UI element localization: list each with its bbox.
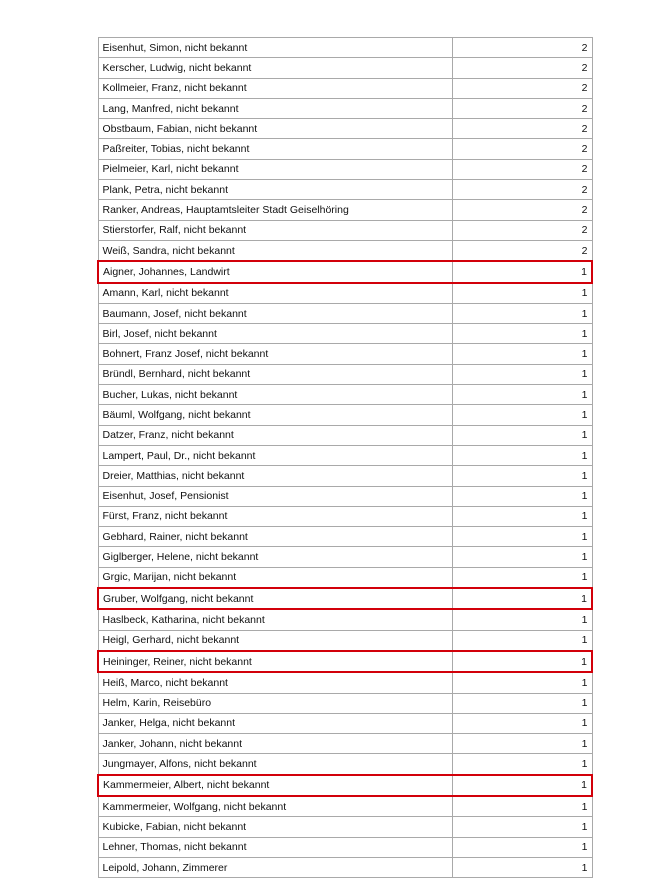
person-name-cell: Bucher, Lukas, nicht bekannt (98, 385, 452, 405)
table-row (98, 837, 592, 857)
person-name-cell: Pielmeier, Karl, nicht bekannt (98, 159, 452, 179)
person-name-cell: Weiß, Sandra, nicht bekannt (98, 240, 452, 261)
table-row (98, 180, 592, 200)
count-cell: 1 (452, 324, 592, 344)
count-cell: 1 (452, 672, 592, 693)
count-cell: 2 (452, 180, 592, 200)
person-name-cell: Kammermeier, Wolfgang, nicht bekannt (98, 796, 452, 817)
person-name-cell: Bründl, Bernhard, nicht bekannt (98, 364, 452, 384)
table-row (98, 240, 592, 261)
person-name-cell: Plank, Petra, nicht bekannt (98, 180, 452, 200)
table-row (98, 466, 592, 486)
person-name-cell: Aigner, Johannes, Landwirt (98, 261, 452, 282)
table-row-highlighted (98, 261, 592, 282)
count-cell: 1 (452, 630, 592, 651)
table-row (98, 693, 592, 713)
count-cell: 1 (452, 796, 592, 817)
table-row-highlighted (98, 651, 592, 672)
count-cell: 1 (452, 527, 592, 547)
count-cell: 1 (452, 837, 592, 857)
count-cell: 1 (452, 693, 592, 713)
count-cell: 1 (452, 857, 592, 877)
table-row (98, 159, 592, 179)
person-name-cell: Kubicke, Fabian, nicht bekannt (98, 817, 452, 837)
person-name-cell: Leipold, Johann, Zimmerer (98, 857, 452, 877)
count-cell: 1 (452, 754, 592, 775)
count-cell: 1 (452, 713, 592, 733)
count-cell: 1 (452, 364, 592, 384)
table-row (98, 609, 592, 630)
count-cell: 1 (452, 385, 592, 405)
person-name-cell: Heigl, Gerhard, nicht bekannt (98, 630, 452, 651)
person-name-cell: Stierstorfer, Ralf, nicht bekannt (98, 220, 452, 240)
person-name-cell: Gruber, Wolfgang, nicht bekannt (98, 588, 452, 609)
table-row (98, 527, 592, 547)
person-name-cell: Birl, Josef, nicht bekannt (98, 324, 452, 344)
table-row (98, 857, 592, 877)
person-name-cell: Kerscher, Ludwig, nicht bekannt (98, 58, 452, 78)
count-cell: 2 (452, 220, 592, 240)
person-name-cell: Kammermeier, Albert, nicht bekannt (98, 775, 452, 796)
person-name-cell: Eisenhut, Josef, Pensionist (98, 486, 452, 506)
count-cell: 2 (452, 58, 592, 78)
person-name-cell: Heininger, Reiner, nicht bekannt (98, 651, 452, 672)
person-name-cell: Paßreiter, Tobias, nicht bekannt (98, 139, 452, 159)
name-count-table (97, 37, 593, 878)
person-name-cell: Jungmayer, Alfons, nicht bekannt (98, 754, 452, 775)
table-row (98, 547, 592, 567)
count-cell: 1 (452, 466, 592, 486)
count-cell: 2 (452, 240, 592, 261)
person-name-cell: Janker, Helga, nicht bekannt (98, 713, 452, 733)
person-name-cell: Lang, Manfred, nicht bekannt (98, 98, 452, 118)
person-name-cell: Lampert, Paul, Dr., nicht bekannt (98, 445, 452, 465)
count-cell: 1 (452, 734, 592, 754)
count-cell: 2 (452, 159, 592, 179)
count-cell: 1 (452, 567, 592, 588)
table-row (98, 713, 592, 733)
count-cell: 1 (452, 817, 592, 837)
table-row (98, 796, 592, 817)
person-name-cell: Kollmeier, Franz, nicht bekannt (98, 78, 452, 98)
count-cell: 1 (452, 588, 592, 609)
table-row (98, 78, 592, 98)
table-row (98, 385, 592, 405)
person-name-cell: Janker, Johann, nicht bekannt (98, 734, 452, 754)
count-cell: 2 (452, 78, 592, 98)
table-row (98, 344, 592, 364)
table-row (98, 139, 592, 159)
table-body (98, 38, 592, 878)
person-name-cell: Bäuml, Wolfgang, nicht bekannt (98, 405, 452, 425)
person-name-cell: Haslbeck, Katharina, nicht bekannt (98, 609, 452, 630)
count-cell: 1 (452, 425, 592, 445)
person-name-cell: Grgic, Marijan, nicht bekannt (98, 567, 452, 588)
count-cell: 2 (452, 38, 592, 58)
count-cell: 2 (452, 139, 592, 159)
person-name-cell: Bohnert, Franz Josef, nicht bekannt (98, 344, 452, 364)
table-row (98, 817, 592, 837)
person-name-cell: Helm, Karin, Reisebüro (98, 693, 452, 713)
count-cell: 1 (452, 303, 592, 323)
count-cell: 1 (452, 775, 592, 796)
person-name-cell: Fürst, Franz, nicht bekannt (98, 506, 452, 526)
person-name-cell: Lehner, Thomas, nicht bekannt (98, 837, 452, 857)
table-row-highlighted (98, 588, 592, 609)
table-row (98, 425, 592, 445)
table-row (98, 445, 592, 465)
table-row (98, 754, 592, 775)
table-row (98, 283, 592, 304)
count-cell: 1 (452, 651, 592, 672)
table-row (98, 200, 592, 220)
person-name-cell: Giglberger, Helene, nicht bekannt (98, 547, 452, 567)
table-row (98, 324, 592, 344)
table-row-highlighted (98, 775, 592, 796)
person-name-cell: Dreier, Matthias, nicht bekannt (98, 466, 452, 486)
table-row (98, 567, 592, 588)
table-row (98, 220, 592, 240)
count-cell: 1 (452, 609, 592, 630)
count-cell: 2 (452, 200, 592, 220)
count-cell: 1 (452, 486, 592, 506)
table-row (98, 38, 592, 58)
table-row (98, 734, 592, 754)
person-name-cell: Amann, Karl, nicht bekannt (98, 283, 452, 304)
count-cell: 1 (452, 344, 592, 364)
table-row (98, 630, 592, 651)
count-cell: 1 (452, 445, 592, 465)
count-cell: 1 (452, 283, 592, 304)
table-row (98, 98, 592, 118)
person-name-cell: Heiß, Marco, nicht bekannt (98, 672, 452, 693)
table-row (98, 405, 592, 425)
person-name-cell: Gebhard, Rainer, nicht bekannt (98, 527, 452, 547)
table-row (98, 486, 592, 506)
count-cell: 1 (452, 261, 592, 282)
count-cell: 2 (452, 119, 592, 139)
count-cell: 1 (452, 547, 592, 567)
person-name-cell: Ranker, Andreas, Hauptamtsleiter Stadt Geiselhöring (98, 200, 452, 220)
count-cell: 2 (452, 98, 592, 118)
count-cell: 1 (452, 405, 592, 425)
count-cell: 1 (452, 506, 592, 526)
table-row (98, 364, 592, 384)
person-name-cell: Eisenhut, Simon, nicht bekannt (98, 38, 452, 58)
table-row (98, 119, 592, 139)
person-name-cell: Baumann, Josef, nicht bekannt (98, 303, 452, 323)
table-row (98, 303, 592, 323)
table-row (98, 672, 592, 693)
table-row (98, 506, 592, 526)
table-row (98, 58, 592, 78)
person-name-cell: Obstbaum, Fabian, nicht bekannt (98, 119, 452, 139)
person-name-cell: Datzer, Franz, nicht bekannt (98, 425, 452, 445)
